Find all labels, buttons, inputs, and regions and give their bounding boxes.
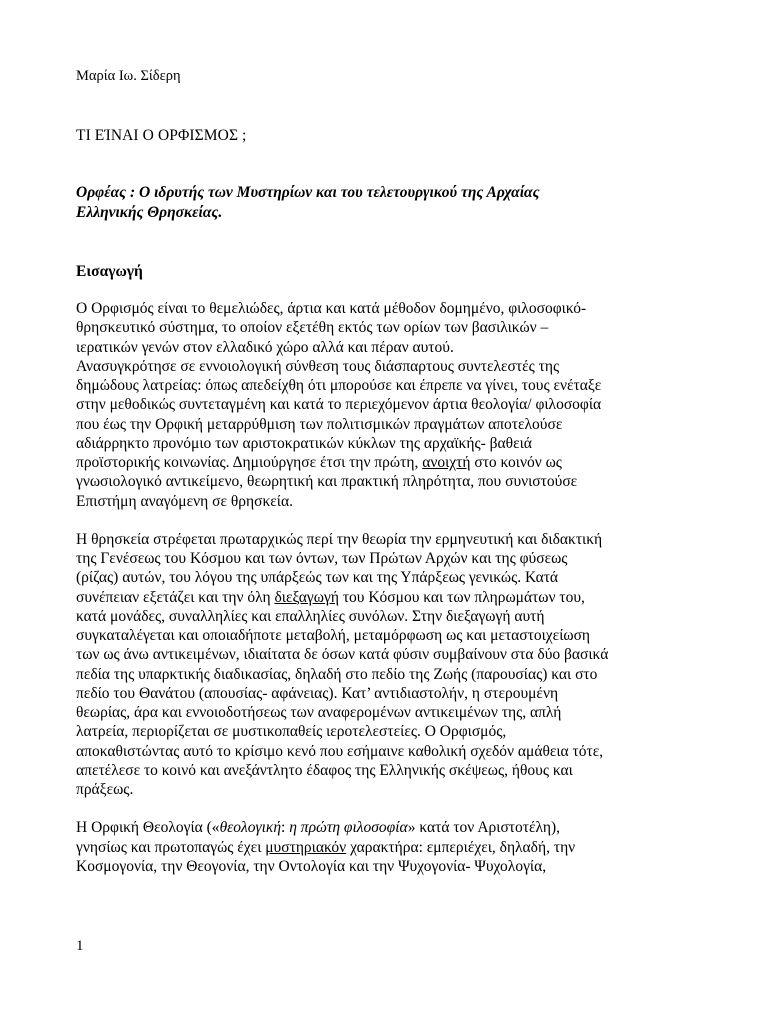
text-line: αδιάρρηκτο προνόμιο των αριστοκρατικών κύκλων της αρχαϊκής- βαθειά: [76, 434, 532, 452]
text-run: :: [281, 819, 290, 837]
text-line: ιερατικών γενών στον ελλαδικό χώρο αλλά και πέραν αυτού.: [76, 338, 454, 356]
text-line: [76, 453, 716, 472]
text-line: Ο Ορφισμός είναι το θεμελιώδες, άρτια και κατά μέθοδον δομημένο, φιλοσοφικό-: [76, 300, 587, 317]
text-run: χαρακτήρα: εμπεριέχει, δηλαδή, την: [350, 838, 576, 856]
paragraph-religion: [76, 530, 716, 800]
author-name: Μαρία Ιω. Σίδερη: [76, 68, 181, 84]
text-run: του Κόσμου και των πληρωμάτων του,: [342, 588, 585, 606]
text-line: πεδίο του Θανάτου (απουσίας- αφάνειας). Κατ’ αντιδιαστολήν, η στερουμένη: [76, 684, 559, 702]
text-line: [76, 818, 716, 837]
section-heading: Εισαγωγή: [76, 263, 143, 280]
text-line: απετέλεσε το κοινό και ανεξάντλητο έδαφος της Ελληνικής σκέψεως, ήθους και: [76, 761, 573, 779]
text-line: Κοσμογονία, την Θεογονία, την Οντολογία και την Ψυχογονία- Ψυχολογία,: [76, 857, 547, 875]
subtitle-line: Ορφέας : Ο ιδρυτής των Μυστηρίων και του τελετουργικού της Αρχαίας: [76, 184, 540, 201]
document-title: ΤΙ ΕΊΝΑΙ Ο ΟΡΦΙΣΜΟΣ ;: [76, 127, 247, 144]
text-line: γνωσιολογικό αντικείμενο, θεωρητική και πρακτική πληρότητα, που συνιστούσε: [76, 473, 578, 491]
text-run: στο κοινόν ως: [474, 454, 562, 471]
text-run: συνέπειαν εξετάζει και την όλη: [76, 588, 271, 606]
text-line: αποκαθιστώντας αυτό το κρίσιμο κενό που εσήμαινε καθολική σχεδόν αμάθεια τότε,: [76, 742, 604, 760]
text-line: των ως άνω αντικειμένων, ιδιαίτατα δε όσων κατά φύσιν συμβαίνουν στα δύο βασικά: [76, 646, 609, 664]
text-line: Ανασυγκρότησε σε εννοιολογική σύνθεση τους διάσπαρτους συντελεστές της: [76, 357, 560, 375]
text-line: που έως την Ορφική μεταρρύθμιση των πολιτισμικών πραγμάτων αποτελούσε: [76, 415, 563, 433]
text-line: κατά μονάδες, συναλληλίες και επαλληλίες συνόλων. Στην διεξαγωγή αυτή: [76, 607, 545, 625]
text-line: [76, 588, 716, 607]
italic-term: θεολογική: [219, 819, 282, 837]
text-line: λατρεία, περιορίζεται σε μυστικοπαθείς ιεροτελεστείες. Ο Ορφισμός,: [76, 723, 507, 741]
page-number: 1: [76, 938, 84, 954]
text-line: Η θρησκεία στρέφεται πρωταρχικώς περί την θεωρία την ερμηνευτική και διδακτική: [76, 530, 603, 548]
text-line: (ρίζας) αυτών, του λόγου της υπάρξεώς των και της Υπάρξεως γενικώς. Κατά: [76, 569, 559, 587]
document-subtitle: [76, 183, 696, 223]
underlined-word: μυστηριακόν: [265, 838, 347, 856]
text-line: δημώδους λατρείας: όπως απεδείχθη ότι μπορούσε και έπρεπε να γίνει, τους ενέταξε: [76, 377, 602, 394]
text-run: » κατά τον Αριστοτέλη),: [407, 819, 561, 837]
text-line: θρησκευτικό σύστημα, το οποίον εξετέθη εκτός των ορίων των βασιλικών –: [76, 319, 549, 337]
text-line: συγκαταλέγεται και οποιαδήποτε μεταβολή, μεταμόρφωση ως και μεταστοιχείωση: [76, 627, 591, 644]
paragraph-introduction: [76, 299, 716, 511]
underlined-word: ανοιχτή: [422, 454, 471, 471]
text-line: της Γενέσεως του Κόσμου και των όντων, των Πρώτων Αρχών και της φύσεως: [76, 550, 568, 567]
paragraph-theology: [76, 818, 716, 876]
paragraph-spacer: [76, 511, 716, 530]
paragraph-spacer: [76, 799, 716, 818]
text-run: γνησίως και πρωτοπαγώς έχει: [76, 838, 262, 856]
italic-term: η πρώτη φιλοσοφία: [289, 819, 408, 837]
text-line: [76, 838, 716, 857]
text-line: Επιστήμη αναγόμενη σε θρησκεία.: [76, 492, 293, 510]
text-line: πεδία της υπαρκτικής διαδικασίας, δηλαδή στο πεδίο της Ζωής (παρουσίας) και στο: [76, 665, 598, 683]
text-line: πράξεως.: [76, 781, 134, 798]
subtitle-line: Ελληνικής Θρησκείας.: [76, 204, 223, 221]
text-run: προϊστορικής κοινωνίας. Δημιούργησε έτσι την πρώτη,: [76, 454, 419, 471]
text-line: θεωρίας, άρα και εννοιοδοτήσεως των αναφερομένων αντικειμένων της, απλή: [76, 704, 562, 721]
text-run: Η Ορφική Θεολογία («: [76, 819, 220, 837]
underlined-word: διεξαγωγή: [274, 588, 339, 606]
document-body: [76, 299, 716, 876]
text-line: στην μεθοδικώς συντεταγμένη και κατά το περιεχόμενον άρτια θεολογία/ φιλοσοφία: [76, 396, 602, 414]
